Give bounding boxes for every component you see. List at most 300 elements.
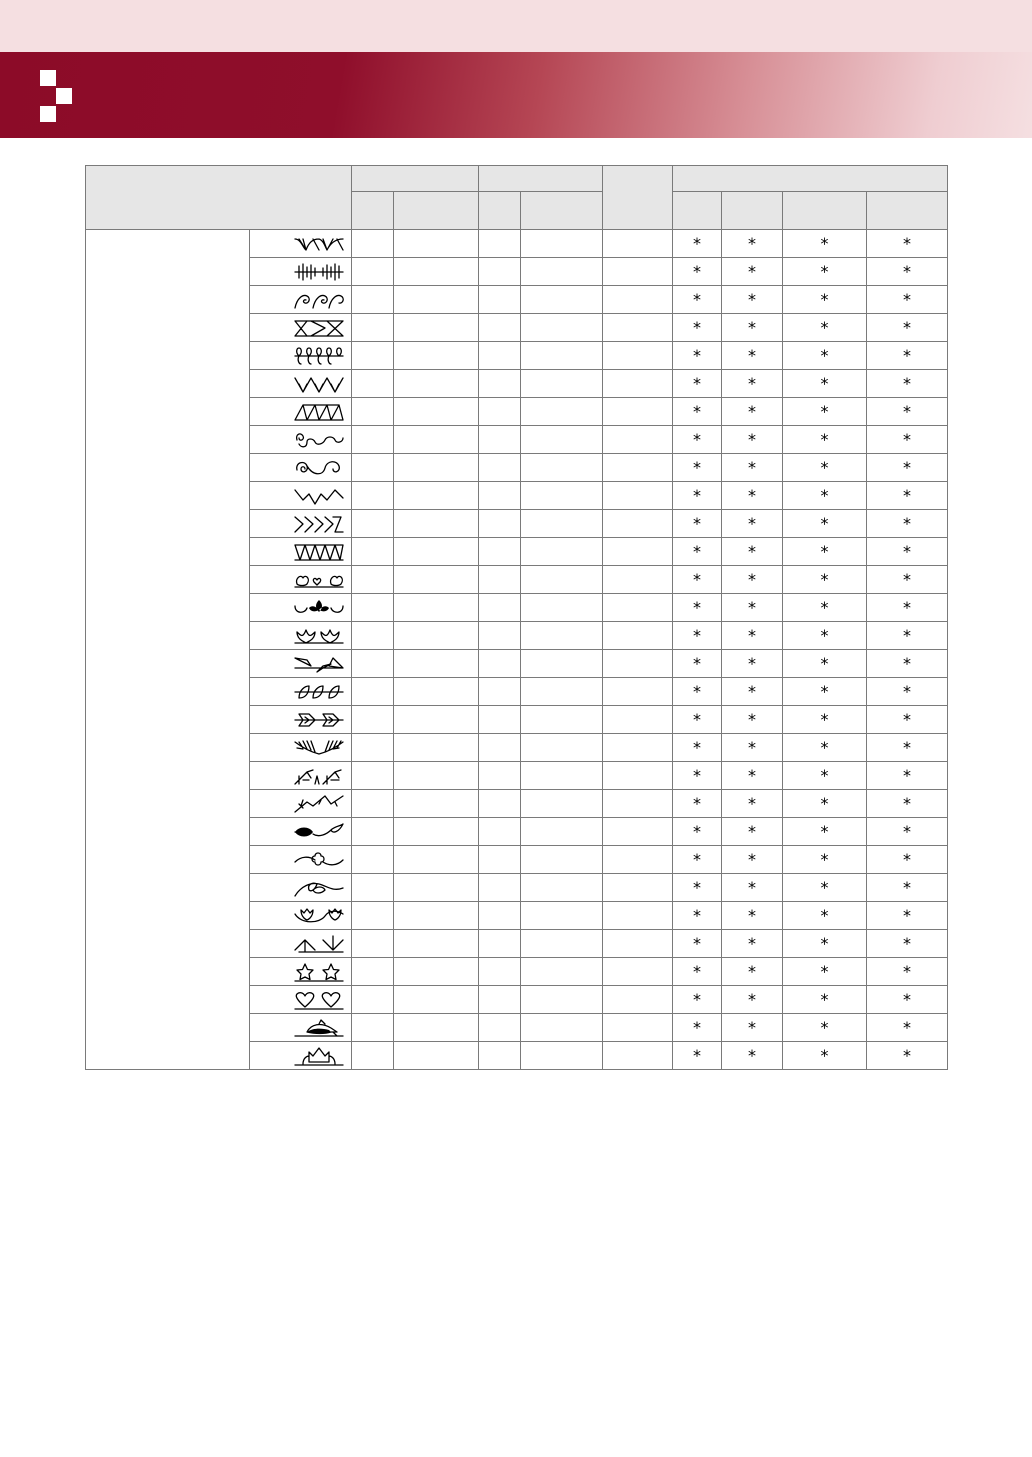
asterisk-mark: * [722,370,783,398]
asterisk-mark: * [673,874,722,902]
header-cell-group-b [479,166,603,192]
triangle-zigzag-stitch-icon [293,318,345,338]
blank-cell [352,342,394,370]
blank-cell [394,734,479,762]
slanted-zigzag-stitch-icon [293,402,345,422]
asterisk-mark: * [867,678,948,706]
asterisk-mark: * [783,986,867,1014]
asterisk-mark: * [867,314,948,342]
asterisk-mark: * [673,790,722,818]
blank-cell [521,370,603,398]
asterisk-mark: * [867,426,948,454]
asterisk-mark: * [867,1014,948,1042]
blank-cell [394,1014,479,1042]
blank-cell [479,650,521,678]
asterisk-mark: * [722,258,783,286]
asterisk-mark: * [867,930,948,958]
asterisk-mark: * [783,510,867,538]
blank-cell [521,1014,603,1042]
blank-cell [479,230,521,258]
dolphin-stitch-icon [293,1018,345,1038]
asterisk-mark: * [722,734,783,762]
blank-cell [521,230,603,258]
blank-cell [394,594,479,622]
header-subcell [722,192,783,230]
asterisk-mark: * [722,286,783,314]
asterisk-mark: * [722,762,783,790]
blank-cell [352,426,394,454]
blank-cell [352,566,394,594]
header-cell-stitch [86,166,352,230]
fern-stitch-icon [293,738,345,758]
stitch-cell [250,678,352,706]
blank-cell [352,454,394,482]
lotus-stitch-icon [293,626,345,646]
asterisk-mark: * [722,454,783,482]
blank-cell [479,454,521,482]
asterisk-mark: * [673,538,722,566]
blank-cell [479,398,521,426]
blank-cell [603,370,673,398]
blank-cell [521,930,603,958]
blank-cell [603,1014,673,1042]
blank-cell [479,370,521,398]
asterisk-mark: * [673,734,722,762]
blank-cell [521,538,603,566]
blank-cell [603,314,673,342]
stitch-cell [250,930,352,958]
blank-cell [479,706,521,734]
ladder-stitch-icon [293,262,345,282]
arrow-pair-stitch-icon [293,934,345,954]
blank-cell [603,818,673,846]
blank-cell [603,482,673,510]
asterisk-mark: * [673,258,722,286]
asterisk-mark: * [867,734,948,762]
blank-cell [521,846,603,874]
blank-cell [603,286,673,314]
arrow-leaf-stitch-icon [293,710,345,730]
blank-cell [479,538,521,566]
blank-cell [394,258,479,286]
asterisk-mark: * [783,594,867,622]
asterisk-mark: * [722,482,783,510]
blank-cell [394,706,479,734]
blank-cell [479,314,521,342]
asterisk-mark: * [722,314,783,342]
table-row [86,230,948,258]
heart-stitch-icon [293,990,345,1010]
asterisk-mark: * [722,678,783,706]
asterisk-mark: * [673,762,722,790]
blank-cell [352,510,394,538]
blank-cell [603,678,673,706]
asterisk-mark: * [867,958,948,986]
asterisk-mark: * [867,762,948,790]
blank-cell [352,538,394,566]
asterisk-mark: * [783,706,867,734]
asterisk-mark: * [783,1014,867,1042]
double-scroll-stitch-icon [293,458,345,478]
asterisk-mark: * [783,230,867,258]
asterisk-mark: * [673,650,722,678]
blank-cell [394,230,479,258]
blank-cell [394,426,479,454]
asterisk-mark: * [673,370,722,398]
blank-cell [352,258,394,286]
asterisk-mark: * [673,426,722,454]
stitch-cell [250,762,352,790]
blank-cell [352,622,394,650]
asterisk-mark: * [867,902,948,930]
blank-cell [479,874,521,902]
blank-cell [521,594,603,622]
blank-cell [394,818,479,846]
asterisk-mark: * [673,706,722,734]
blank-cell [394,454,479,482]
blank-cell [603,622,673,650]
blank-cell [521,818,603,846]
star-stitch-icon [293,962,345,982]
blank-cell [603,258,673,286]
asterisk-mark: * [867,258,948,286]
asterisk-mark: * [783,482,867,510]
blank-cell [352,370,394,398]
stitch-table [85,165,948,1070]
blank-cell [603,398,673,426]
asterisk-mark: * [673,1042,722,1070]
blank-cell [603,902,673,930]
stitch-cell [250,594,352,622]
header-cell-single [603,166,673,230]
asterisk-mark: * [722,958,783,986]
stitch-cell [250,538,352,566]
stitch-cell [250,286,352,314]
filled-leaf-stitch-icon [293,822,345,842]
asterisk-mark: * [783,762,867,790]
stitch-cell [250,734,352,762]
blank-cell [603,454,673,482]
blank-cell [479,986,521,1014]
stitch-cell [250,566,352,594]
blank-cell [521,874,603,902]
blank-cell [394,482,479,510]
blank-cell [479,622,521,650]
asterisk-mark: * [722,230,783,258]
blank-cell [479,790,521,818]
asterisk-mark: * [783,398,867,426]
blank-cell [394,958,479,986]
blank-cell [352,314,394,342]
asterisk-mark: * [783,454,867,482]
header-band [0,52,1032,138]
asterisk-mark: * [783,790,867,818]
blank-cell [352,706,394,734]
blank-cell [352,930,394,958]
blank-cell [521,566,603,594]
asterisk-mark: * [783,678,867,706]
asterisk-mark: * [673,846,722,874]
asterisk-mark: * [867,846,948,874]
asterisk-mark: * [722,902,783,930]
header-cell-group-a [352,166,479,192]
header-subcell [867,192,948,230]
blank-cell [352,482,394,510]
asterisk-mark: * [783,958,867,986]
asterisk-mark: * [722,930,783,958]
blank-cell [603,958,673,986]
blank-cell [394,650,479,678]
crown-stitch-icon [293,1046,345,1066]
asterisk-mark: * [722,846,783,874]
asterisk-mark: * [867,1042,948,1070]
blank-cell [394,846,479,874]
asterisk-mark: * [783,314,867,342]
asterisk-mark: * [722,1014,783,1042]
asterisk-mark: * [673,398,722,426]
blank-cell [394,762,479,790]
category-cell [86,230,250,1070]
asterisk-mark: * [783,286,867,314]
blank-cell [521,650,603,678]
blank-cell [352,958,394,986]
blank-cell [479,566,521,594]
arrow-tick-stitch-icon [293,794,345,814]
blank-cell [394,398,479,426]
blank-cell [603,734,673,762]
stitch-cell [250,818,352,846]
blank-cell [394,678,479,706]
blank-cell [521,510,603,538]
blank-cell [394,314,479,342]
blank-cell [479,482,521,510]
asterisk-mark: * [867,622,948,650]
asterisk-mark: * [867,398,948,426]
triangle-band-stitch-icon [293,542,345,562]
blank-cell [521,454,603,482]
asterisk-mark: * [783,342,867,370]
blank-cell [521,706,603,734]
asterisk-mark: * [722,398,783,426]
blank-cell [479,594,521,622]
blank-cell [352,790,394,818]
blank-cell [521,958,603,986]
blank-cell [352,678,394,706]
asterisk-mark: * [867,230,948,258]
blank-cell [603,594,673,622]
fleur-scroll-stitch-icon [293,598,345,618]
asterisk-mark: * [783,258,867,286]
asterisk-mark: * [673,482,722,510]
asterisk-mark: * [673,510,722,538]
asterisk-mark: * [783,426,867,454]
blank-cell [521,734,603,762]
header-subcell [673,192,722,230]
blank-cell [394,874,479,902]
header-row-top [86,166,948,192]
stitch-cell [250,230,352,258]
blank-cell [479,958,521,986]
header-subcell [783,192,867,230]
blank-cell [352,846,394,874]
blank-cell [352,762,394,790]
asterisk-mark: * [783,818,867,846]
asterisk-mark: * [673,566,722,594]
blank-cell [479,902,521,930]
blank-cell [521,258,603,286]
blank-cell [394,342,479,370]
blank-cell [521,902,603,930]
blank-cell [352,986,394,1014]
stitch-cell [250,314,352,342]
blank-cell [521,762,603,790]
blank-cell [352,874,394,902]
blank-cell [352,398,394,426]
blank-cell [521,1042,603,1070]
asterisk-mark: * [673,818,722,846]
blank-cell [479,286,521,314]
blank-cell [603,846,673,874]
stitch-cell [250,1042,352,1070]
clover-stitch-icon [293,850,345,870]
header-cell-group-c [673,166,948,192]
blank-cell [603,874,673,902]
asterisk-mark: * [867,342,948,370]
asterisk-mark: * [673,594,722,622]
blank-cell [521,398,603,426]
top-band [0,0,1032,52]
blank-cell [521,314,603,342]
asterisk-mark: * [722,874,783,902]
header-subcell [479,192,521,230]
heart-flower-stitch-icon [293,570,345,590]
blank-cell [603,790,673,818]
blank-cell [603,510,673,538]
asterisk-mark: * [867,538,948,566]
asterisk-mark: * [673,286,722,314]
asterisk-mark: * [783,538,867,566]
asterisk-mark: * [783,930,867,958]
asterisk-mark: * [867,482,948,510]
asterisk-mark: * [783,846,867,874]
blank-cell [352,286,394,314]
asterisk-mark: * [783,370,867,398]
blank-cell [394,790,479,818]
stitch-cell [250,454,352,482]
asterisk-mark: * [867,454,948,482]
blank-cell [394,930,479,958]
asterisk-mark: * [783,566,867,594]
blank-cell [394,902,479,930]
arrow-zigzag-stitch-icon [293,374,345,394]
blank-cell [479,930,521,958]
stitch-cell [250,622,352,650]
blank-cell [394,622,479,650]
asterisk-mark: * [673,622,722,650]
blank-cell [352,230,394,258]
asterisk-mark: * [722,790,783,818]
header-subcell [394,192,479,230]
blank-cell [521,678,603,706]
stitch-cell [250,482,352,510]
blank-cell [603,762,673,790]
blank-cell [394,538,479,566]
blank-cell [479,818,521,846]
stitch-cell [250,650,352,678]
stitch-cell [250,986,352,1014]
asterisk-mark: * [722,566,783,594]
asterisk-mark: * [673,454,722,482]
blank-cell [479,1042,521,1070]
blank-cell [521,790,603,818]
blank-cell [521,482,603,510]
blank-cell [479,1014,521,1042]
asterisk-mark: * [722,426,783,454]
asterisk-mark: * [867,986,948,1014]
blank-cell [521,286,603,314]
blank-cell [352,594,394,622]
header-subcell [521,192,603,230]
blank-cell [603,566,673,594]
stitch-cell [250,426,352,454]
asterisk-mark: * [673,930,722,958]
asterisk-mark: * [673,1014,722,1042]
blank-cell [521,342,603,370]
blank-cell [479,342,521,370]
blank-cell [603,706,673,734]
asterisk-mark: * [722,818,783,846]
blank-cell [603,230,673,258]
blank-cell [479,762,521,790]
blank-cell [521,986,603,1014]
blank-cell [479,678,521,706]
blank-cell [352,734,394,762]
blank-cell [603,342,673,370]
asterisk-mark: * [867,706,948,734]
blank-cell [352,902,394,930]
stitch-cell [250,706,352,734]
leaf-row-stitch-icon [293,682,345,702]
asterisk-mark: * [783,734,867,762]
asterisk-mark: * [783,622,867,650]
blank-cell [479,258,521,286]
asterisk-mark: * [783,1042,867,1070]
blank-cell [603,538,673,566]
stitch-cell [250,1014,352,1042]
blank-cell [352,818,394,846]
asterisk-mark: * [722,594,783,622]
thistle-stitch-icon [293,766,345,786]
asterisk-mark: * [673,986,722,1014]
blank-cell [603,1042,673,1070]
blank-cell [394,1042,479,1070]
blank-cell [479,846,521,874]
checker-squares-icon [40,70,76,122]
asterisk-mark: * [722,650,783,678]
asterisk-mark: * [783,650,867,678]
asterisk-mark: * [673,342,722,370]
leaf-vine-stitch-icon [293,878,345,898]
chevron-stitch-icon [293,514,345,534]
asterisk-mark: * [722,706,783,734]
blank-cell [394,566,479,594]
blank-cell [394,370,479,398]
stitch-cell [250,902,352,930]
loop-chain-stitch-icon [293,346,345,366]
blank-cell [521,426,603,454]
asterisk-mark: * [673,902,722,930]
blank-cell [479,734,521,762]
